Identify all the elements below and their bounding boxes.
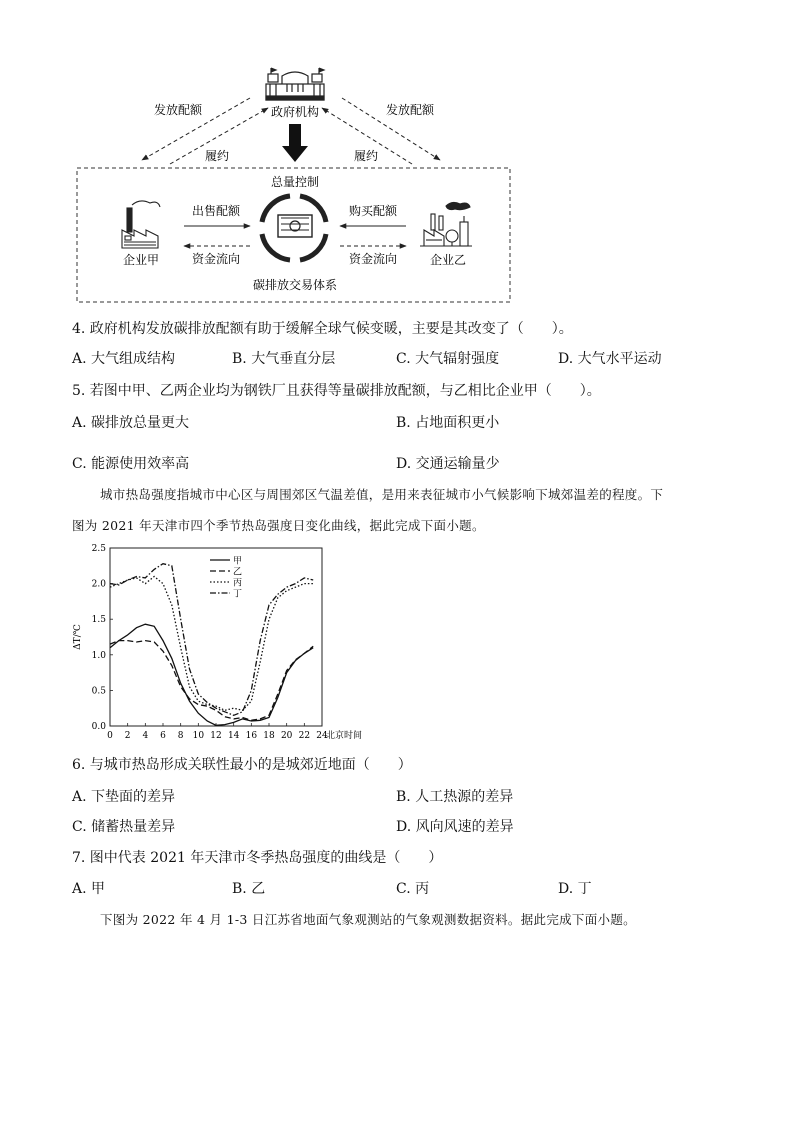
factory-icon-a: [122, 201, 160, 248]
x-tick-label: 24: [316, 731, 328, 741]
x-axis-label: 北京时间: [326, 731, 363, 741]
q7-option-a: A. 甲: [72, 881, 106, 897]
total-control-label: 总量控制: [270, 175, 320, 189]
series-line-3: [110, 577, 313, 711]
q4-option-b: B. 大气垂直分层: [232, 351, 336, 367]
y-tick-label: 1.0: [91, 650, 106, 661]
carbon-trading-diagram: [0, 0, 794, 310]
system-label: 碳排放交易体系: [252, 278, 338, 292]
x-tick-label: 6: [160, 731, 166, 741]
q5-option-c: C. 能源使用效率高: [72, 456, 190, 472]
q4-option-d: D. 大气水平运动: [558, 351, 662, 367]
legend-label-3: 丙: [233, 578, 243, 589]
company-a-label: 企业甲: [122, 253, 160, 267]
gov-label: 政府机构: [270, 105, 320, 119]
q6-option-b: B. 人工热源的差异: [396, 789, 514, 805]
legend-label-2: 乙: [233, 567, 243, 578]
y-tick-label: 1.5: [91, 615, 106, 626]
y-tick-label: 2.5: [91, 544, 106, 554]
q4-option-c: C. 大气辐射强度: [396, 351, 500, 367]
q7-stem: 7. 图中代表 2021 年天津市冬季热岛强度的曲线是（ ）: [72, 850, 443, 866]
q4-option-a: A. 大气组成结构: [72, 351, 176, 367]
q6-option-d: D. 风向风速的差异: [396, 819, 514, 835]
y-axis-label: ΔT/℃: [73, 624, 83, 650]
buy-label: 购买配额: [348, 204, 398, 218]
x-tick-label: 4: [142, 731, 149, 741]
q6-stem: 6. 与城市热岛形成关联性最小的是城郊近地面（ ）: [72, 757, 412, 773]
x-tick-label: 12: [210, 731, 222, 741]
exchange-icon: [262, 196, 326, 260]
plot-frame: [110, 548, 322, 726]
x-tick-label: 14: [227, 731, 240, 741]
x-tick-label: 20: [280, 731, 293, 741]
legend-label-4: 丁: [233, 589, 243, 600]
right-comply-label: 履约: [353, 149, 379, 163]
x-tick-label: 2: [124, 731, 131, 741]
passage2-line1: 下图为 2022 年 4 月 1-3 日江苏省地面气象观测站的气象观测数据资料。据此完成下面小题。: [100, 912, 636, 927]
series-line-1: [110, 624, 313, 725]
left-funds-label: 资金流向: [191, 252, 241, 266]
right-funds-label: 资金流向: [348, 252, 398, 266]
right-issue-label: 发放配额: [385, 103, 435, 117]
q5-option-a: A. 碳排放总量更大: [72, 415, 190, 431]
q6-option-a: A. 下垫面的差异: [72, 789, 176, 805]
series-line-4: [110, 564, 313, 716]
passage1-line1: 城市热岛强度指城市中心区与周围郊区气温差值，是用来表征城市小气候影响下城郊温差的程度。下: [100, 487, 664, 502]
government-building-icon: [266, 68, 324, 100]
x-tick-label: 22: [298, 731, 311, 741]
y-tick-label: 2.0: [91, 579, 106, 590]
x-tick-label: 10: [192, 731, 205, 741]
left-issue-label: 发放配额: [153, 103, 203, 117]
y-tick-label: 0.5: [91, 686, 106, 697]
y-tick-label: 0.0: [91, 722, 106, 732]
q6-option-c: C. 储蓄热量差异: [72, 819, 176, 835]
legend-label-1: 甲: [233, 556, 243, 567]
passage1-line2: 图为 2021 年天津市四个季节热岛强度日变化曲线，据此完成下面小题。: [72, 518, 485, 533]
heat-island-chart: [60, 538, 400, 748]
sell-label: 出售配额: [191, 204, 241, 218]
factory-icon-b: [420, 202, 472, 246]
series-line-2: [110, 641, 313, 721]
down-arrow-icon: [282, 124, 308, 162]
q7-option-c: C. 丙: [396, 881, 430, 897]
q7-option-b: B. 乙: [232, 881, 266, 897]
x-tick-label: 18: [263, 731, 275, 741]
x-tick-label: 8: [177, 731, 184, 741]
q5-option-b: B. 占地面积更小: [396, 415, 500, 431]
x-tick-label: 16: [245, 731, 258, 741]
company-b-label: 企业乙: [429, 253, 467, 267]
q4-stem: 4. 政府机构发放碳排放配额有助于缓解全球气候变暖，主要是其改变了（ ）。: [72, 321, 573, 337]
q5-option-d: D. 交通运输量少: [396, 456, 500, 472]
x-tick-label: 0: [107, 731, 113, 741]
q7-option-d: D. 丁: [558, 881, 592, 897]
left-comply-label: 履约: [204, 149, 230, 163]
q5-stem: 5. 若图中甲、乙两企业均为钢铁厂且获得等量碳排放配额，与乙相比企业甲（ ）。: [72, 383, 601, 399]
